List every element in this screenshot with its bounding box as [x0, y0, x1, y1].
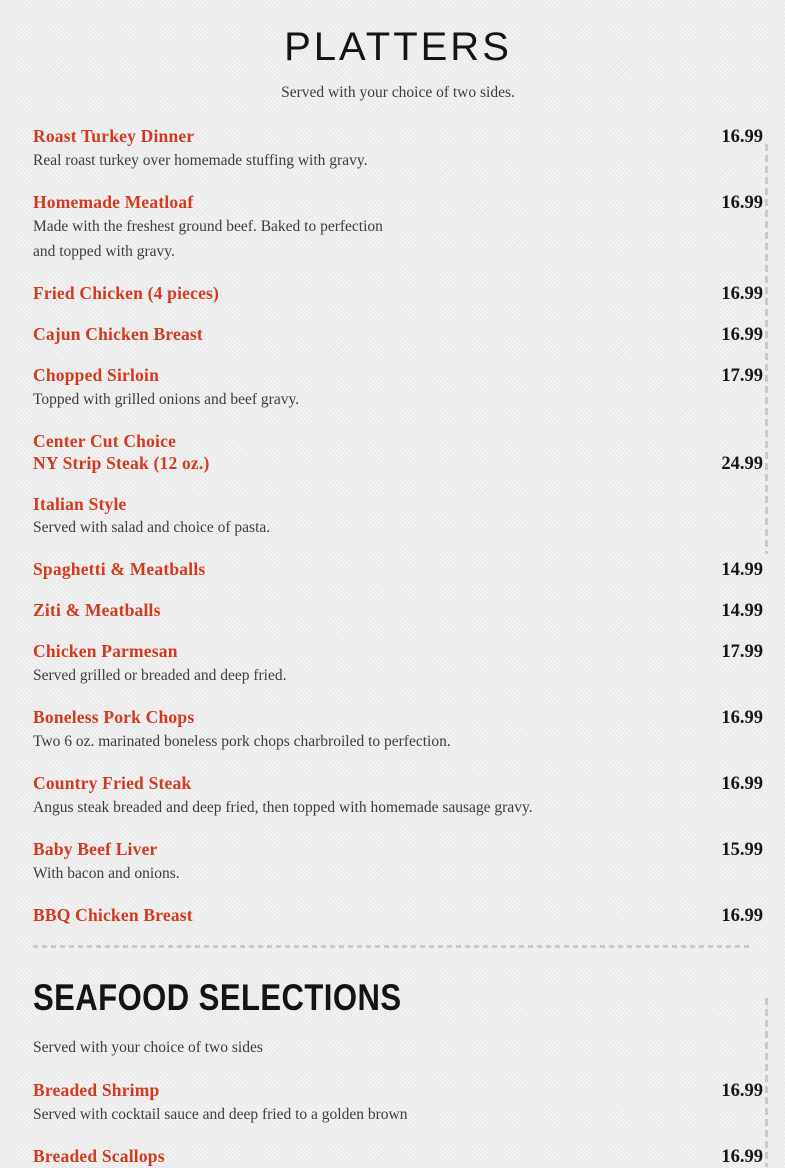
menu-item-row [33, 323, 763, 346]
menu-item-row [33, 706, 763, 729]
menu-item-name: Country Fried Steak [33, 772, 191, 794]
menu-item-description: With bacon and onions. [33, 861, 763, 886]
menu-item-price: 16.99 [721, 773, 763, 795]
menu-item-price: 14.99 [721, 559, 763, 581]
menu-item-name: Roast Turkey Dinner [33, 125, 194, 147]
menu-item-price: 16.99 [721, 1146, 763, 1168]
menu-item-row [33, 772, 763, 795]
menu-item-row [33, 1145, 763, 1168]
menu-item-description: Made with the freshest ground beef. Baked to perfection [33, 214, 763, 239]
menu-item-row [33, 282, 763, 305]
item-list-platters [33, 125, 763, 927]
menu-item-price: 14.99 [721, 600, 763, 622]
menu-item-name: BBQ Chicken Breast [33, 904, 193, 926]
menu-item-name: Cajun Chicken Breast [33, 323, 203, 345]
menu-item-name: Baby Beef Liver [33, 838, 158, 860]
menu-item-price: 16.99 [721, 324, 763, 346]
menu-item-description: Served with cocktail sauce and deep fried to a golden brown [33, 1102, 763, 1127]
menu-item [33, 640, 763, 688]
menu-item-row [33, 430, 763, 452]
menu-item-description: Served grilled or breaded and deep fried. [33, 663, 763, 688]
menu-item [33, 191, 763, 264]
section-subtitle-platters: Served with your choice of two sides. [33, 85, 763, 101]
section-divider-dashed-line [33, 945, 753, 948]
menu-item-price: 17.99 [721, 365, 763, 387]
menu-item [33, 772, 763, 820]
menu-item-row [33, 904, 763, 927]
menu-item [33, 904, 763, 927]
menu-item-price: 17.99 [721, 641, 763, 663]
menu-item [33, 493, 763, 540]
menu-item-description: and topped with gravy. [33, 239, 763, 264]
menu-item-price: 24.99 [721, 453, 763, 475]
menu-item-name: Breaded Scallops [33, 1145, 165, 1167]
menu-item-row [33, 599, 763, 622]
menu-item [33, 125, 763, 173]
item-list-seafood [33, 1079, 763, 1168]
menu-item [33, 282, 763, 305]
section-seafood [33, 976, 763, 1168]
menu-item-row [33, 838, 763, 861]
menu-item-row [33, 640, 763, 663]
menu-item-name: Breaded Shrimp [33, 1079, 159, 1101]
menu-item-description: Topped with grilled onions and beef gravy. [33, 387, 763, 412]
menu-item [33, 1079, 763, 1127]
menu-item [33, 558, 763, 581]
section-platters [33, 26, 763, 927]
menu-item [33, 323, 763, 346]
menu-item-name: Center Cut Choice [33, 430, 176, 452]
menu-item-row [33, 493, 763, 515]
menu-item [33, 838, 763, 886]
menu-item-name: Homemade Meatloaf [33, 191, 193, 213]
menu-item-row [33, 364, 763, 387]
menu-item-row [33, 452, 763, 475]
menu-item-price: 16.99 [721, 192, 763, 214]
menu-item [33, 706, 763, 754]
menu-item-price: 15.99 [721, 839, 763, 861]
menu-item-price: 16.99 [721, 126, 763, 148]
menu-item-name: Fried Chicken (4 pieces) [33, 282, 219, 304]
menu-item-row [33, 125, 763, 148]
menu-item-description: Two 6 oz. marinated boneless pork chops charbroiled to perfection. [33, 729, 763, 754]
menu-item-name: Boneless Pork Chops [33, 706, 194, 728]
menu-item-description: Served with salad and choice of pasta. [33, 515, 763, 540]
menu-item-price: 16.99 [721, 905, 763, 927]
section-subtitle-seafood: Served with your choice of two sides [33, 1040, 763, 1056]
column-divider-dashed-top [765, 144, 768, 554]
column-divider-dashed-bottom [765, 998, 768, 1167]
menu-item-price: 16.99 [721, 1080, 763, 1102]
menu-item-name: NY Strip Steak (12 oz.) [33, 452, 210, 474]
menu-item-name: Chopped Sirloin [33, 364, 159, 386]
menu-item-name: Italian Style [33, 493, 127, 515]
menu-item-description: Angus steak breaded and deep fried, then topped with homemade sausage gravy. [33, 795, 763, 820]
menu-item-row [33, 191, 763, 214]
menu-item-name: Ziti & Meatballs [33, 599, 161, 621]
menu-item-row [33, 1079, 763, 1102]
menu-item [33, 1145, 763, 1168]
menu-item-name: Chicken Parmesan [33, 640, 178, 662]
menu-item [33, 599, 763, 622]
menu-item-description: Real roast turkey over homemade stuffing with gravy. [33, 148, 763, 173]
menu-page [0, 26, 785, 1168]
menu-item-name: Spaghetti & Meatballs [33, 558, 205, 580]
menu-item [33, 430, 763, 475]
menu-item-price: 16.99 [721, 707, 763, 729]
menu-item-price: 16.99 [721, 283, 763, 305]
menu-item-row [33, 558, 763, 581]
menu-item [33, 364, 763, 412]
section-title-seafood: SEAFOOD SELECTIONS [33, 976, 646, 1020]
section-title-platters: PLATTERS [33, 26, 763, 68]
